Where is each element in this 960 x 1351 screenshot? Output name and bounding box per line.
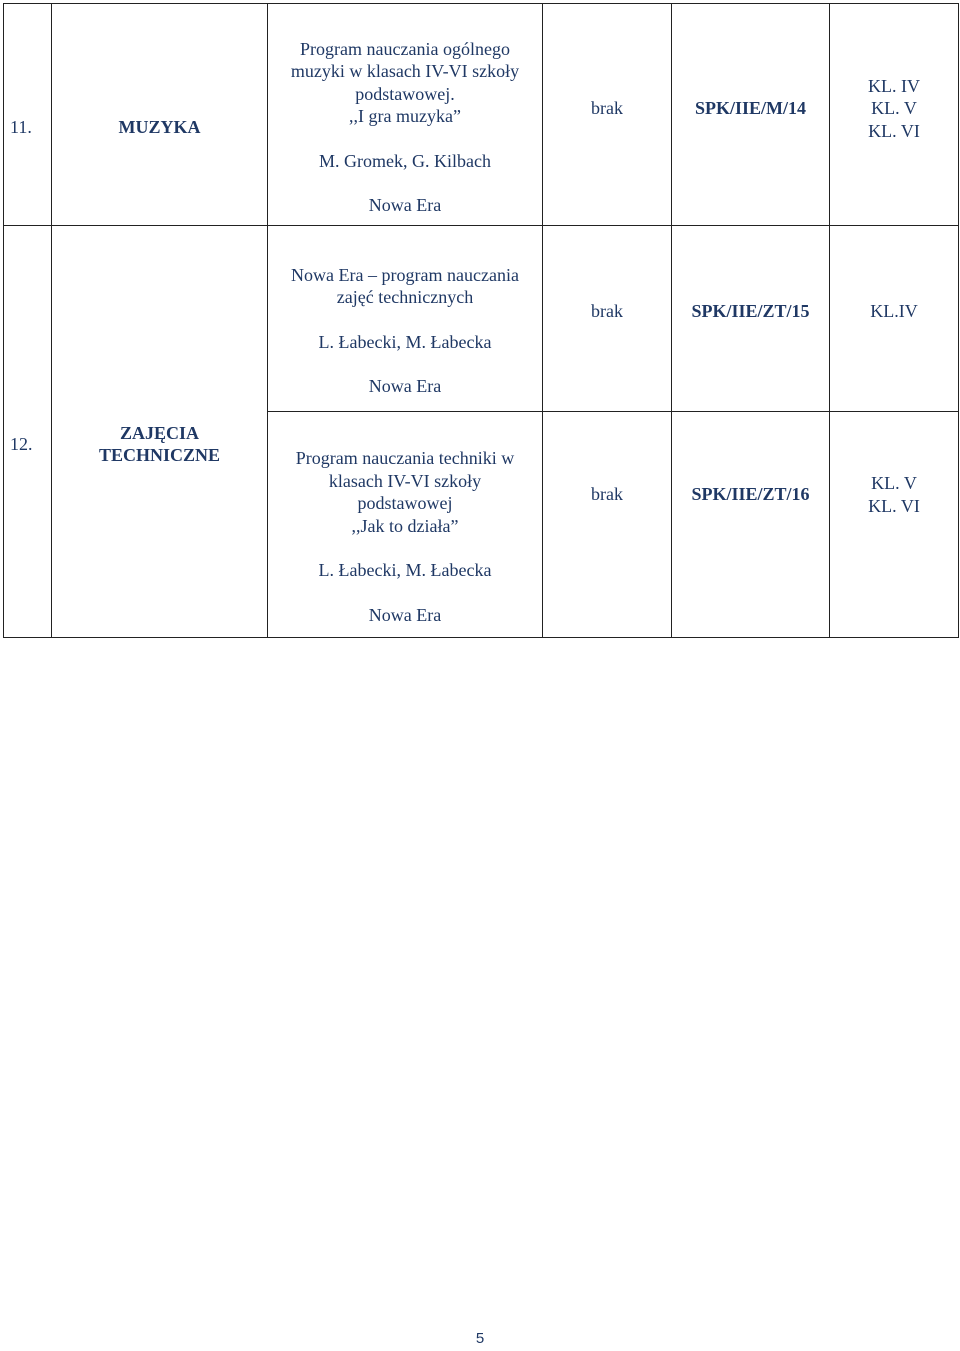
program-title-line: ,,Jak to działa” (351, 515, 459, 536)
program-title-line: podstawowej. (355, 83, 455, 104)
program-title-line: podstawowej (357, 493, 453, 513)
subject-cell (52, 226, 268, 638)
program-publisher: Nowa Era (368, 376, 442, 396)
curriculum-table (3, 3, 959, 638)
program-code-cell: SPK/IIE/M/14 (672, 4, 830, 226)
subject-line: MUZYKA (118, 116, 201, 137)
program-title-line: zajęć technicznych (336, 287, 474, 307)
class-label: KL.IV (870, 301, 918, 322)
program-authors: L. Łabecki, M. Łabecka (318, 560, 492, 580)
program-title-line: Nowa Era – program nauczania (291, 264, 519, 285)
program-authors: L. Łabecki, M. Łabecka (318, 331, 492, 352)
approval-cell: brak (543, 4, 672, 226)
class-label: KL. VI (868, 495, 920, 516)
classes-cell (830, 412, 959, 638)
class-label: KL. V (871, 98, 917, 119)
program-cell (268, 412, 543, 638)
program-cell (268, 4, 543, 226)
row-number: 11. (4, 4, 52, 226)
program-title-line: klasach IV-VI szkoły (328, 470, 482, 491)
program-publisher: Nowa Era (368, 195, 442, 215)
program-code-cell: SPK/IIE/ZT/16 (672, 412, 830, 638)
class-label: KL. VI (868, 120, 920, 141)
table-row (4, 4, 959, 226)
row-number: 12. (4, 226, 52, 638)
class-label: KL. V (871, 473, 917, 493)
program-code-cell: SPK/IIE/ZT/15 (672, 226, 830, 412)
program-title-line: Program nauczania ogólnego (300, 38, 510, 59)
program-title-line: Program nauczania techniki w (295, 448, 515, 468)
program-publisher: Nowa Era (368, 604, 442, 625)
subject-line: TECHNICZNE (98, 445, 221, 465)
subject-cell (52, 4, 268, 226)
classes-cell (830, 4, 959, 226)
approval-cell: brak (543, 226, 672, 412)
program-cell (268, 226, 543, 412)
program-authors: M. Gromek, G. Kilbach (319, 150, 491, 171)
program-title-line: ,,I gra muzyka” (349, 106, 461, 126)
program-title-line: muzyki w klasach IV-VI szkoły (290, 61, 520, 81)
page-number: 5 (475, 1330, 485, 1347)
class-label: KL. IV (868, 75, 920, 96)
approval-cell: brak (543, 412, 672, 638)
table-row (4, 226, 959, 412)
classes-cell (830, 226, 959, 412)
subject-line: ZAJĘCIA (119, 422, 199, 443)
